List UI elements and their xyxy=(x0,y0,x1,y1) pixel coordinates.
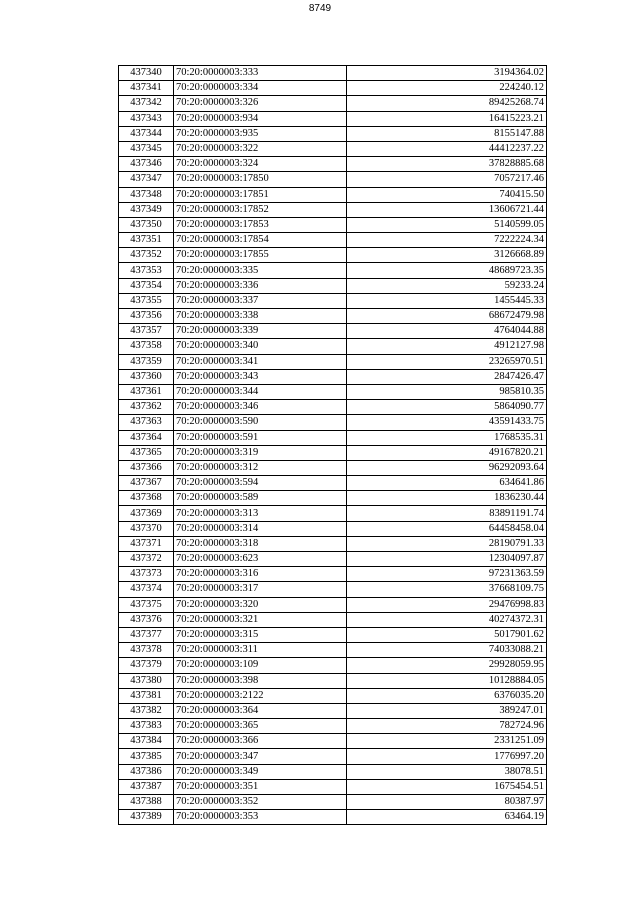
row-number-cell: 437347 xyxy=(119,172,174,187)
row-number-cell: 437364 xyxy=(119,430,174,445)
cadastral-number-cell: 70:20:0000003:109 xyxy=(174,658,347,673)
row-number-cell: 437361 xyxy=(119,384,174,399)
cadastral-number-cell: 70:20:0000003:364 xyxy=(174,703,347,718)
cadastral-value-cell: 64458458.04 xyxy=(347,521,547,536)
cadastral-number-cell: 70:20:0000003:337 xyxy=(174,293,347,308)
table-row xyxy=(119,734,547,749)
table-row xyxy=(119,688,547,703)
page-number: 8749 xyxy=(308,3,332,14)
table-row xyxy=(119,81,547,96)
table-row xyxy=(119,66,547,81)
row-number-cell: 437370 xyxy=(119,521,174,536)
table-row xyxy=(119,597,547,612)
row-number-cell: 437344 xyxy=(119,126,174,141)
table-row xyxy=(119,795,547,810)
cadastral-value-cell: 3194364.02 xyxy=(347,66,547,81)
cadastral-number-cell: 70:20:0000003:352 xyxy=(174,795,347,810)
cadastral-value-cell: 28190791.33 xyxy=(347,536,547,551)
cadastral-number-cell: 70:20:0000003:315 xyxy=(174,627,347,642)
table-row xyxy=(119,141,547,156)
cadastral-value-cell: 38078.51 xyxy=(347,764,547,779)
table-row xyxy=(119,430,547,445)
cadastral-value-cell: 5864090.77 xyxy=(347,400,547,415)
cadastral-value-cell: 40274372.31 xyxy=(347,612,547,627)
table-row xyxy=(119,217,547,232)
row-number-cell: 437350 xyxy=(119,217,174,232)
row-number-cell: 437366 xyxy=(119,460,174,475)
table-row xyxy=(119,810,547,825)
row-number-cell: 437378 xyxy=(119,643,174,658)
cadastral-number-cell: 70:20:0000003:349 xyxy=(174,764,347,779)
cadastral-value-cell: 224240.12 xyxy=(347,81,547,96)
table-row xyxy=(119,233,547,248)
cadastral-number-cell: 70:20:0000003:317 xyxy=(174,582,347,597)
cadastral-value-cell: 16415223.21 xyxy=(347,111,547,126)
cadastral-number-cell: 70:20:0000003:316 xyxy=(174,567,347,582)
cadastral-value-cell: 2847426.47 xyxy=(347,369,547,384)
cadastral-number-cell: 70:20:0000003:353 xyxy=(174,810,347,825)
cadastral-value-cell: 740415.50 xyxy=(347,187,547,202)
table-row xyxy=(119,369,547,384)
cadastral-value-cell: 1675454.51 xyxy=(347,779,547,794)
cadastral-number-cell: 70:20:0000003:321 xyxy=(174,612,347,627)
row-number-cell: 437359 xyxy=(119,354,174,369)
row-number-cell: 437346 xyxy=(119,157,174,172)
row-number-cell: 437340 xyxy=(119,66,174,81)
cadastral-number-cell: 70:20:0000003:322 xyxy=(174,141,347,156)
row-number-cell: 437388 xyxy=(119,795,174,810)
cadastral-number-cell: 70:20:0000003:17852 xyxy=(174,202,347,217)
table-row xyxy=(119,415,547,430)
table-row xyxy=(119,400,547,415)
row-number-cell: 437348 xyxy=(119,187,174,202)
cadastral-number-cell: 70:20:0000003:17855 xyxy=(174,248,347,263)
row-number-cell: 437351 xyxy=(119,233,174,248)
cadastral-value-cell: 89425268.74 xyxy=(347,96,547,111)
cadastral-number-cell: 70:20:0000003:336 xyxy=(174,278,347,293)
cadastral-number-cell: 70:20:0000003:338 xyxy=(174,309,347,324)
row-number-cell: 437381 xyxy=(119,688,174,703)
cadastral-value-cell: 4912127.98 xyxy=(347,339,547,354)
table-row xyxy=(119,354,547,369)
cadastral-value-cell: 68672479.98 xyxy=(347,309,547,324)
cadastral-number-cell: 70:20:0000003:623 xyxy=(174,552,347,567)
row-number-cell: 437358 xyxy=(119,339,174,354)
row-number-cell: 437382 xyxy=(119,703,174,718)
cadastral-number-cell: 70:20:0000003:365 xyxy=(174,719,347,734)
table-row xyxy=(119,339,547,354)
table-row xyxy=(119,248,547,263)
table-row xyxy=(119,703,547,718)
table-row xyxy=(119,445,547,460)
table-row xyxy=(119,309,547,324)
row-number-cell: 437376 xyxy=(119,612,174,627)
table-row xyxy=(119,263,547,278)
table-row xyxy=(119,293,547,308)
row-number-cell: 437342 xyxy=(119,96,174,111)
cadastral-number-cell: 70:20:0000003:339 xyxy=(174,324,347,339)
table-row xyxy=(119,202,547,217)
cadastral-number-cell: 70:20:0000003:17850 xyxy=(174,172,347,187)
row-number-cell: 437377 xyxy=(119,627,174,642)
cadastral-value-cell: 74033088.21 xyxy=(347,643,547,658)
table-row xyxy=(119,324,547,339)
cadastral-value-cell: 389247.01 xyxy=(347,703,547,718)
table-row xyxy=(119,719,547,734)
cadastral-value-cell: 7222224.34 xyxy=(347,233,547,248)
row-number-cell: 437389 xyxy=(119,810,174,825)
table-row xyxy=(119,658,547,673)
cadastral-value-table xyxy=(118,65,547,825)
cadastral-value-cell: 634641.86 xyxy=(347,476,547,491)
cadastral-number-cell: 70:20:0000003:346 xyxy=(174,400,347,415)
cadastral-value-cell: 1768535.31 xyxy=(347,430,547,445)
cadastral-number-cell: 70:20:0000003:319 xyxy=(174,445,347,460)
table-row xyxy=(119,126,547,141)
cadastral-number-cell: 70:20:0000003:17853 xyxy=(174,217,347,232)
cadastral-number-cell: 70:20:0000003:366 xyxy=(174,734,347,749)
cadastral-value-cell: 48689723.35 xyxy=(347,263,547,278)
cadastral-number-cell: 70:20:0000003:17854 xyxy=(174,233,347,248)
row-number-cell: 437349 xyxy=(119,202,174,217)
cadastral-number-cell: 70:20:0000003:333 xyxy=(174,66,347,81)
row-number-cell: 437385 xyxy=(119,749,174,764)
cadastral-number-cell: 70:20:0000003:347 xyxy=(174,749,347,764)
table-row xyxy=(119,460,547,475)
cadastral-number-cell: 70:20:0000003:343 xyxy=(174,369,347,384)
table-row xyxy=(119,779,547,794)
table-row xyxy=(119,187,547,202)
cadastral-number-cell: 70:20:0000003:17851 xyxy=(174,187,347,202)
table-row xyxy=(119,96,547,111)
row-number-cell: 437386 xyxy=(119,764,174,779)
cadastral-value-cell: 985810.35 xyxy=(347,384,547,399)
table-row xyxy=(119,764,547,779)
cadastral-number-cell: 70:20:0000003:335 xyxy=(174,263,347,278)
cadastral-number-cell: 70:20:0000003:312 xyxy=(174,460,347,475)
table-body xyxy=(119,66,547,825)
cadastral-value-cell: 97231363.59 xyxy=(347,567,547,582)
cadastral-value-cell: 83891191.74 xyxy=(347,506,547,521)
row-number-cell: 437379 xyxy=(119,658,174,673)
row-number-cell: 437367 xyxy=(119,476,174,491)
table-row xyxy=(119,582,547,597)
cadastral-value-cell: 29928059.95 xyxy=(347,658,547,673)
row-number-cell: 437355 xyxy=(119,293,174,308)
table-row xyxy=(119,673,547,688)
cadastral-number-cell: 70:20:0000003:334 xyxy=(174,81,347,96)
table-row xyxy=(119,506,547,521)
cadastral-number-cell: 70:20:0000003:591 xyxy=(174,430,347,445)
row-number-cell: 437380 xyxy=(119,673,174,688)
cadastral-value-cell: 782724.96 xyxy=(347,719,547,734)
row-number-cell: 437374 xyxy=(119,582,174,597)
cadastral-number-cell: 70:20:0000003:318 xyxy=(174,536,347,551)
cadastral-number-cell: 70:20:0000003:341 xyxy=(174,354,347,369)
cadastral-number-cell: 70:20:0000003:398 xyxy=(174,673,347,688)
cadastral-number-cell: 70:20:0000003:324 xyxy=(174,157,347,172)
row-number-cell: 437373 xyxy=(119,567,174,582)
row-number-cell: 437371 xyxy=(119,536,174,551)
cadastral-value-cell: 4764044.88 xyxy=(347,324,547,339)
row-number-cell: 437368 xyxy=(119,491,174,506)
row-number-cell: 437375 xyxy=(119,597,174,612)
table-row xyxy=(119,643,547,658)
table-row xyxy=(119,627,547,642)
table-row xyxy=(119,278,547,293)
cadastral-number-cell: 70:20:0000003:2122 xyxy=(174,688,347,703)
cadastral-value-cell: 7057217.46 xyxy=(347,172,547,187)
row-number-cell: 437372 xyxy=(119,552,174,567)
row-number-cell: 437360 xyxy=(119,369,174,384)
cadastral-value-cell: 1455445.33 xyxy=(347,293,547,308)
row-number-cell: 437353 xyxy=(119,263,174,278)
cadastral-value-cell: 43591433.75 xyxy=(347,415,547,430)
cadastral-number-cell: 70:20:0000003:589 xyxy=(174,491,347,506)
row-number-cell: 437357 xyxy=(119,324,174,339)
cadastral-value-cell: 3126668.89 xyxy=(347,248,547,263)
cadastral-value-cell: 37668109.75 xyxy=(347,582,547,597)
cadastral-number-cell: 70:20:0000003:344 xyxy=(174,384,347,399)
cadastral-number-cell: 70:20:0000003:935 xyxy=(174,126,347,141)
table-row xyxy=(119,612,547,627)
cadastral-value-cell: 44412237.22 xyxy=(347,141,547,156)
cadastral-value-cell: 2331251.09 xyxy=(347,734,547,749)
cadastral-value-cell: 80387.97 xyxy=(347,795,547,810)
cadastral-value-cell: 13606721.44 xyxy=(347,202,547,217)
cadastral-number-cell: 70:20:0000003:320 xyxy=(174,597,347,612)
cadastral-value-cell: 5140599.05 xyxy=(347,217,547,232)
table-row xyxy=(119,567,547,582)
row-number-cell: 437345 xyxy=(119,141,174,156)
row-number-cell: 437369 xyxy=(119,506,174,521)
row-number-cell: 437341 xyxy=(119,81,174,96)
cadastral-value-cell: 63464.19 xyxy=(347,810,547,825)
cadastral-number-cell: 70:20:0000003:934 xyxy=(174,111,347,126)
table-row xyxy=(119,521,547,536)
cadastral-number-cell: 70:20:0000003:351 xyxy=(174,779,347,794)
row-number-cell: 437365 xyxy=(119,445,174,460)
cadastral-value-cell: 49167820.21 xyxy=(347,445,547,460)
cadastral-value-cell: 1836230.44 xyxy=(347,491,547,506)
cadastral-value-cell: 96292093.64 xyxy=(347,460,547,475)
table-row xyxy=(119,157,547,172)
cadastral-value-cell: 1776997.20 xyxy=(347,749,547,764)
row-number-cell: 437352 xyxy=(119,248,174,263)
row-number-cell: 437384 xyxy=(119,734,174,749)
row-number-cell: 437354 xyxy=(119,278,174,293)
row-number-cell: 437383 xyxy=(119,719,174,734)
table-row xyxy=(119,384,547,399)
row-number-cell: 437363 xyxy=(119,415,174,430)
table-row xyxy=(119,552,547,567)
cadastral-value-cell: 6376035.20 xyxy=(347,688,547,703)
row-number-cell: 437362 xyxy=(119,400,174,415)
cadastral-value-cell: 23265970.51 xyxy=(347,354,547,369)
cadastral-value-cell: 59233.24 xyxy=(347,278,547,293)
table-row xyxy=(119,536,547,551)
cadastral-value-cell: 12304097.87 xyxy=(347,552,547,567)
cadastral-number-cell: 70:20:0000003:594 xyxy=(174,476,347,491)
table-row xyxy=(119,111,547,126)
cadastral-number-cell: 70:20:0000003:311 xyxy=(174,643,347,658)
cadastral-number-cell: 70:20:0000003:340 xyxy=(174,339,347,354)
row-number-cell: 437343 xyxy=(119,111,174,126)
cadastral-value-cell: 29476998.83 xyxy=(347,597,547,612)
cadastral-number-cell: 70:20:0000003:326 xyxy=(174,96,347,111)
cadastral-number-cell: 70:20:0000003:314 xyxy=(174,521,347,536)
cadastral-value-cell: 8155147.88 xyxy=(347,126,547,141)
table-row xyxy=(119,476,547,491)
cadastral-value-cell: 10128884.05 xyxy=(347,673,547,688)
row-number-cell: 437356 xyxy=(119,309,174,324)
cadastral-number-cell: 70:20:0000003:313 xyxy=(174,506,347,521)
cadastral-value-cell: 37828885.68 xyxy=(347,157,547,172)
cadastral-number-cell: 70:20:0000003:590 xyxy=(174,415,347,430)
cadastral-value-cell: 5017901.62 xyxy=(347,627,547,642)
row-number-cell: 437387 xyxy=(119,779,174,794)
table-row xyxy=(119,749,547,764)
table-row xyxy=(119,172,547,187)
table-row xyxy=(119,491,547,506)
